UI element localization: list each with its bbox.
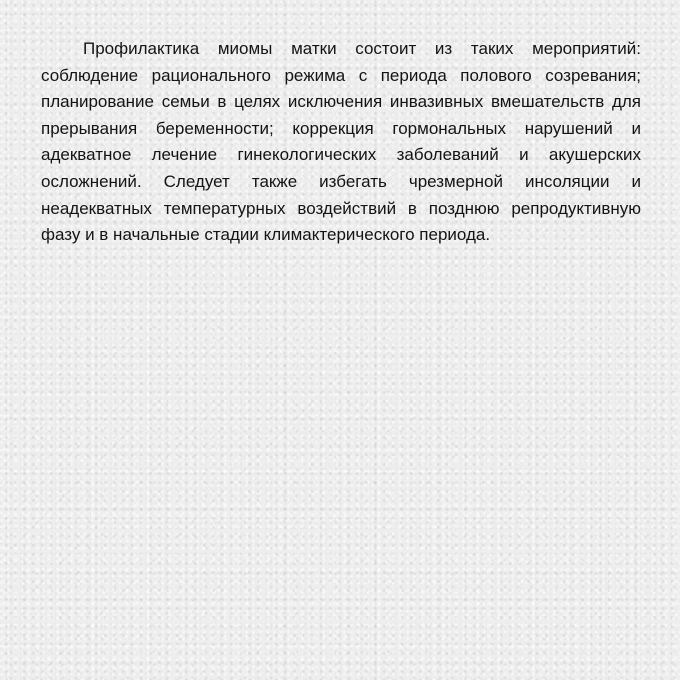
body-paragraph: Профилактика миомы матки состоит из таких мероприятий: соблюдение рационального режима с периода полового созревания; планирование семьи в целях исключения инвазивных вмешательств для прерывания беременности; коррекция гормональных нарушений и адекватное лечение гинекологических заболеваний и акушерских осложнений. Следует также избегать чрезмерной инсоляции и неадекватных температурных воздействий в позднюю репродуктивную фазу и в начальные стадии климактерического периода. bbox=[41, 39, 641, 245]
